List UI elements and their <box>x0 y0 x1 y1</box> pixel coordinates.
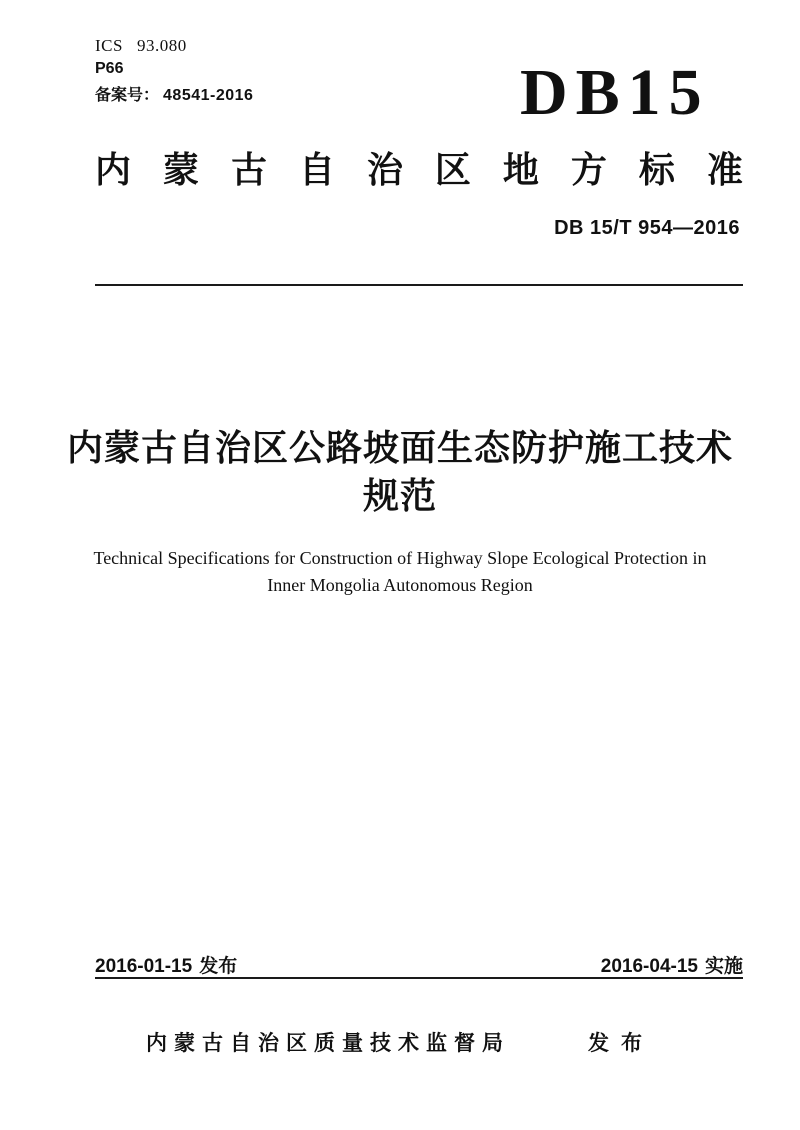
header-divider <box>95 284 743 286</box>
standard-number: DB 15/T 954—2016 <box>554 217 740 239</box>
ics-value: 93.080 <box>136 36 187 55</box>
ics-code-line <box>95 36 187 56</box>
banner-char: 地 <box>502 149 539 190</box>
implement-date-line <box>601 951 743 978</box>
db15-logo: DB15 <box>520 56 710 129</box>
title-en-line2: Inner Mongolia Autonomous Region <box>267 575 533 595</box>
title-cn-line1: 内蒙古自治区公路坡面生态防护施工技术 <box>66 427 733 468</box>
banner-char: 标 <box>638 149 675 190</box>
implement-label: 实施 <box>704 956 743 977</box>
ics-label: ICS <box>95 36 123 55</box>
issue-date: 2016-01-15 <box>95 956 193 977</box>
publish-label: 发布 <box>588 1032 654 1055</box>
issue-date-line <box>95 951 237 978</box>
banner-char: 自 <box>298 149 335 190</box>
dates-row <box>95 951 743 978</box>
record-value: 48541-2016 <box>163 87 254 104</box>
implement-date: 2016-04-15 <box>600 956 698 977</box>
banner-char: 治 <box>366 149 403 190</box>
issuer-row <box>0 1027 800 1057</box>
title-en-line1: Technical Specifications for Construction of Highway Slope Ecological Protection in <box>93 548 707 568</box>
title-cn-line2: 规范 <box>362 475 437 516</box>
document-title-en <box>0 545 800 599</box>
banner-char: 方 <box>570 149 607 190</box>
issuer-name: 内蒙古自治区质量技术监督局 <box>146 1032 510 1055</box>
banner-char: 准 <box>706 149 743 190</box>
record-label: 备案号： <box>95 87 160 104</box>
document-title-cn <box>0 424 800 520</box>
banner-char: 内 <box>95 149 132 190</box>
banner-char: 古 <box>230 149 267 190</box>
banner-char: 区 <box>434 149 471 190</box>
banner-char: 蒙 <box>162 149 199 190</box>
doc-class-code: P66 <box>95 60 124 77</box>
standard-type-banner <box>95 150 743 190</box>
footer-divider <box>95 977 743 979</box>
issue-label: 发布 <box>199 956 238 977</box>
record-number-line <box>95 82 253 105</box>
